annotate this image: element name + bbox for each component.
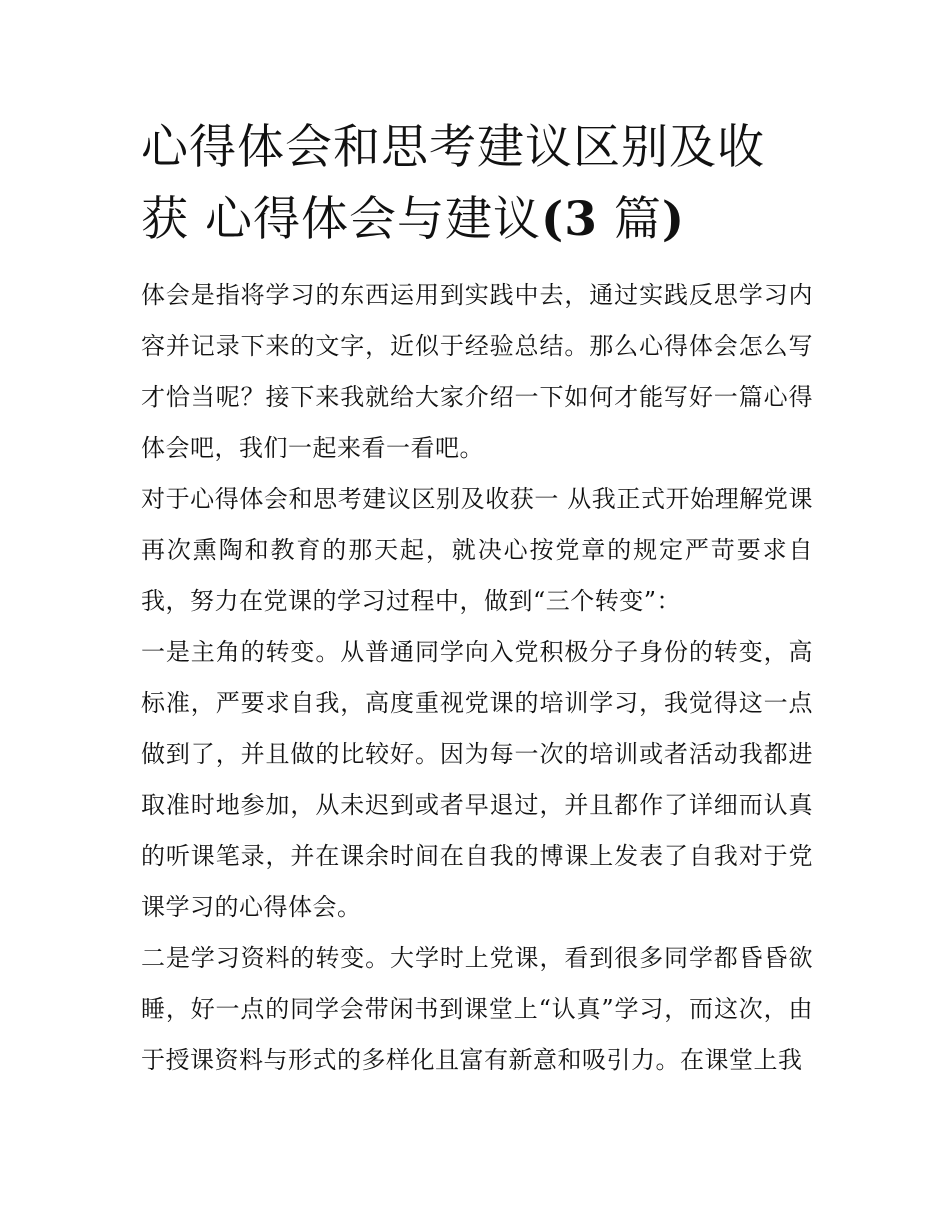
title-line-2-unit: 篇 [597,192,662,247]
document-content [141,112,813,1086]
paragraph-one: 对于心得体会和思考建议区别及收获一 从我正式开始理解党课再次熏陶和教育的那天起，就决心按党章的规定严苛要求自我，努力在党课的学习过程中，做到“三个转变”： [141,485,813,615]
paragraph-material-change: 二是学习资料的转变。大学时上党课，看到很多同学都昏昏欲睡，好一点的同学会带闲书到课堂上“认真”学习，而这次，由于授课资料与形式的多样化且富有新意和吸引力。在课堂上我 [141,944,813,1074]
paragraph-intro: 体会是指将学习的东西运用到实践中去，通过实践反思学习内容并记录下来的文字，近似于经验总结。那么心得体会怎么写才恰当呢？接下来我就给大家介绍一下如何才能写好一篇心得体会吧，我们一起来看一看吧。 [141,281,813,462]
paragraph-role-change: 一是主角的转变。从普通同学向入党积极分子身份的转变，高标准，严要求自我，高度重视党课的培训学习，我觉得这一点做到了，并且做的比较好。因为每一次的培训或者活动我都进取准时地参加，从未迟到或者早退过，并且都作了详细而认真的听课笔录，并在课余时间在自我的博课上发表了自我对于党课学习的心得体会。 [141,638,813,921]
title-line-2-close: ) [661,192,686,247]
title-line-2-prefix: 获 心得体会与建议 [141,192,541,247]
title-line-2-count: (3 [540,192,598,247]
document-title [141,112,813,256]
title-line-1: 心得体会和思考建议区别及收 [141,120,765,175]
